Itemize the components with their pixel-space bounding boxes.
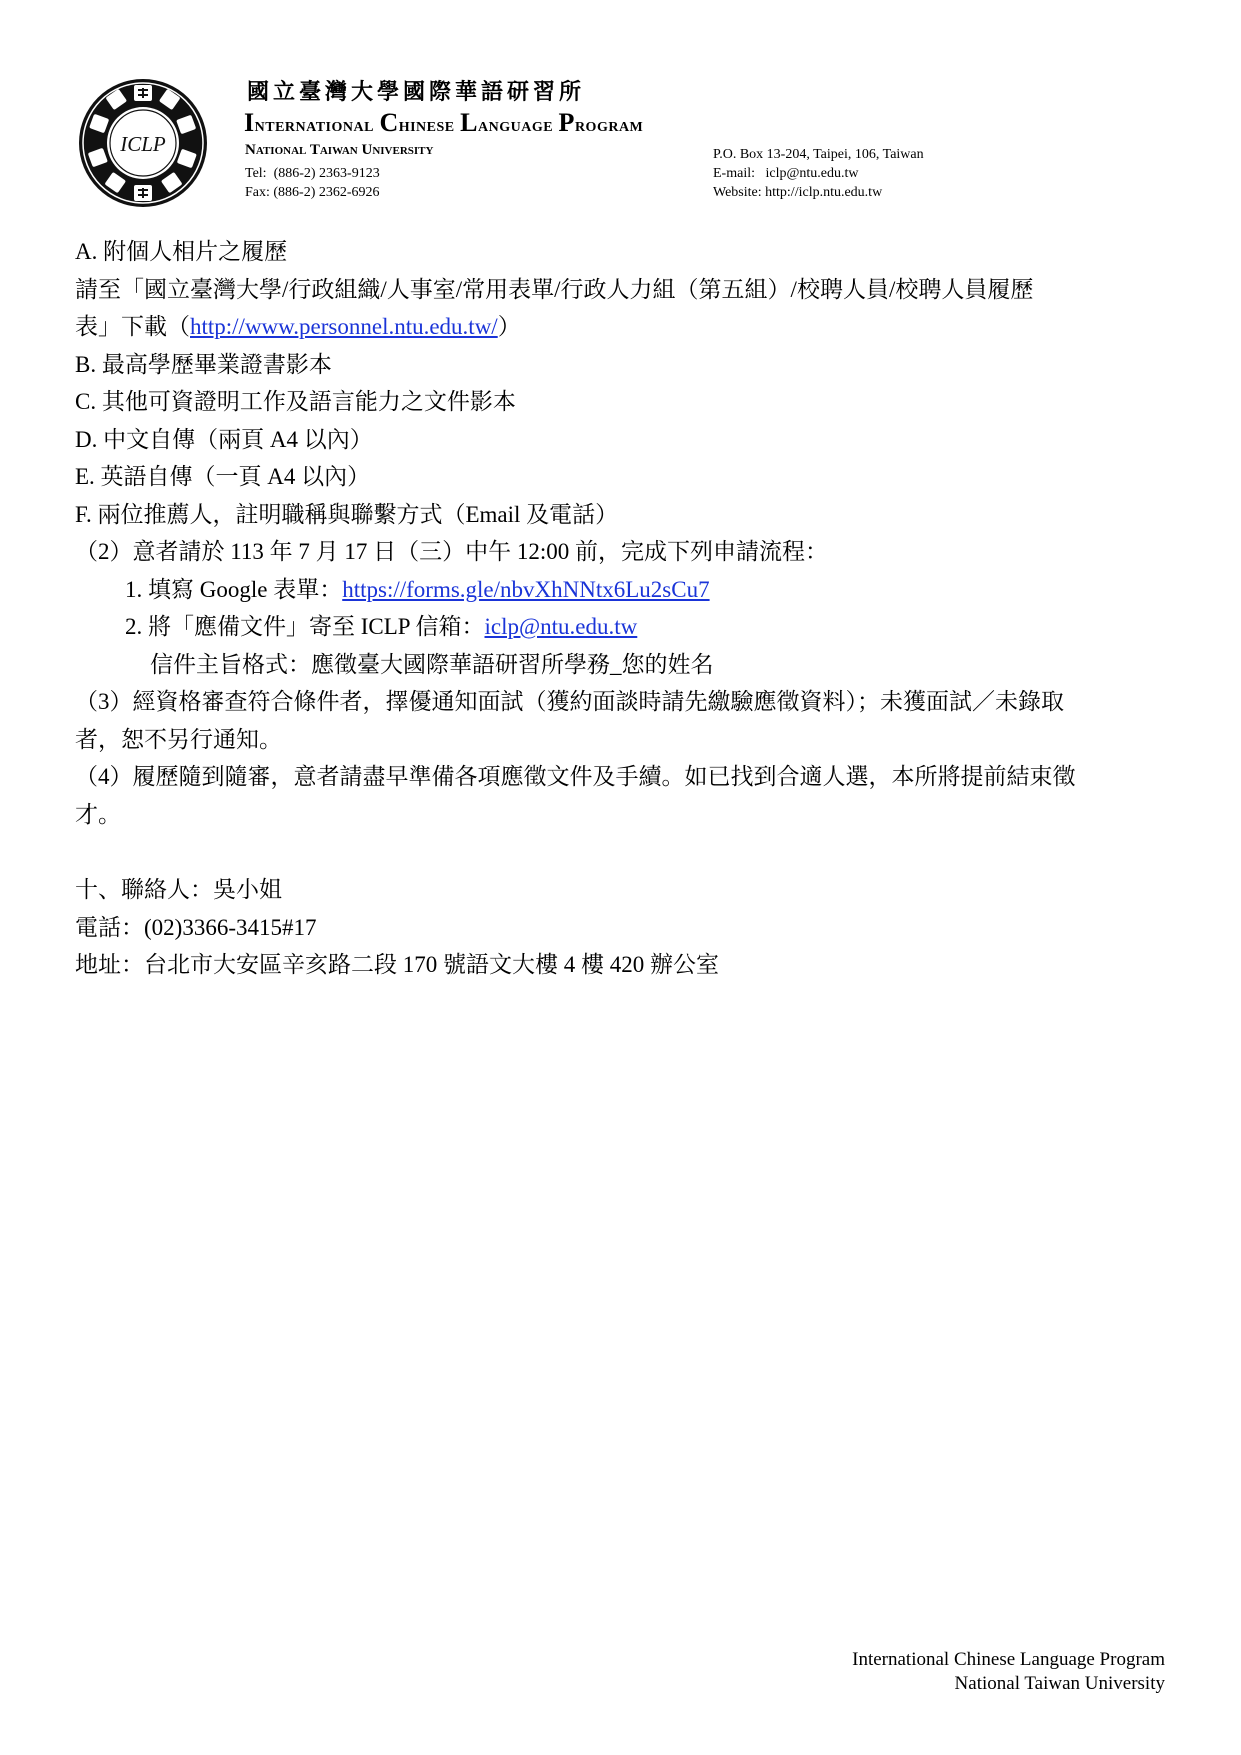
contact-person: 十、聯絡人：吳小姐 [75,877,282,902]
subject-format: 信件主旨格式：應徵臺大國際華語研習所學務_您的姓名 [150,651,714,677]
university-name: National Taiwan University [245,142,434,158]
spacer [75,833,1175,871]
personnel-website-link[interactable]: http://www.personnel.ntu.edu.tw/ [190,314,498,339]
item-d: D. 中文自傳（兩頁 A4 以內） [75,426,373,452]
note-4-line1: （4）履歷隨到隨審，意者請盡早準備各項應徵文件及手續。如已找到合適人選，本所將提前結束徵 [75,764,1076,789]
iclp-email-link[interactable]: iclp@ntu.edu.tw [484,614,638,639]
item-a-title: A. 附個人相片之履歷 [75,239,288,264]
org-name-english [244,108,643,138]
item-c: C. 其他可資證明工作及語言能力之文件影本 [75,389,516,414]
iclp-seal-logo [76,76,210,210]
footer-university: National Taiwan University [954,1673,1165,1694]
phone-fax-block [245,164,380,202]
email-line: E-mail: iclp@ntu.edu.tw [713,166,859,181]
note-3-line1: （3）經資格審查符合條件者，擇優通知面試（獲約面談時請先繳驗應徵資料）；未獲面試／未錄取 [75,689,1064,714]
google-form-link[interactable]: https://forms.gle/nbvXhNNtx6Lu2sCu7 [342,576,710,602]
item-b: B. 最高學歷畢業證書影本 [75,351,332,377]
seal-text: ICLP [120,132,166,156]
item-a-line1: 請至「國立臺灣大學/行政組織/人事室/常用表單/行政人力組（第五組）/校聘人員/校聘人員履歷 [75,276,1034,302]
address-block [713,145,924,202]
tel-line: Tel: (886-2) 2363-9123 [245,166,380,181]
footer-program: International Chinese Language Program [852,1649,1165,1670]
contact-phone: 電話：(02)3366-3415#17 [75,914,317,940]
item-e: E. 英語自傳（一頁 A4 以內） [75,464,371,489]
org-word: Language [460,108,559,137]
org-word: International [244,108,380,137]
contact-address: 地址：台北市大安區辛亥路二段 170 號語文大樓 4 樓 420 辦公室 [75,952,719,977]
item-a-line2: 表」下載（http://www.personnel.ntu.edu.tw/） [75,314,521,339]
org-word: Program [558,108,644,137]
note-3-line2: 者，恕不另行通知。 [75,726,282,752]
document-body [75,233,1175,984]
po-box-line: P.O. Box 13-204, Taipei, 106, Taiwan [713,147,924,162]
fax-line: Fax: (886-2) 2362-6926 [245,185,380,200]
step-1: 1. 填寫 Google 表單：https://forms.gle/nbvXhNNtx6Lu2sCu7 [125,576,710,602]
step-2: 2. 將「應備文件」寄至 ICLP 信箱：iclp@ntu.edu.tw [125,614,638,639]
item-f: F. 兩位推薦人，註明職稱與聯繫方式（Email 及電話） [75,501,619,527]
note-4-line2: 才。 [75,801,121,827]
org-name-chinese: 國立臺灣大學國際華語研習所 [247,80,586,105]
page-footer [852,1648,1165,1696]
deadline-line: （2）意者請於 113 年 7 月 17 日（三）中午 12:00 前，完成下列申請流程： [75,539,829,564]
org-word: Chinese [379,108,461,137]
website-line: Website: http://iclp.ntu.edu.tw [713,185,883,200]
